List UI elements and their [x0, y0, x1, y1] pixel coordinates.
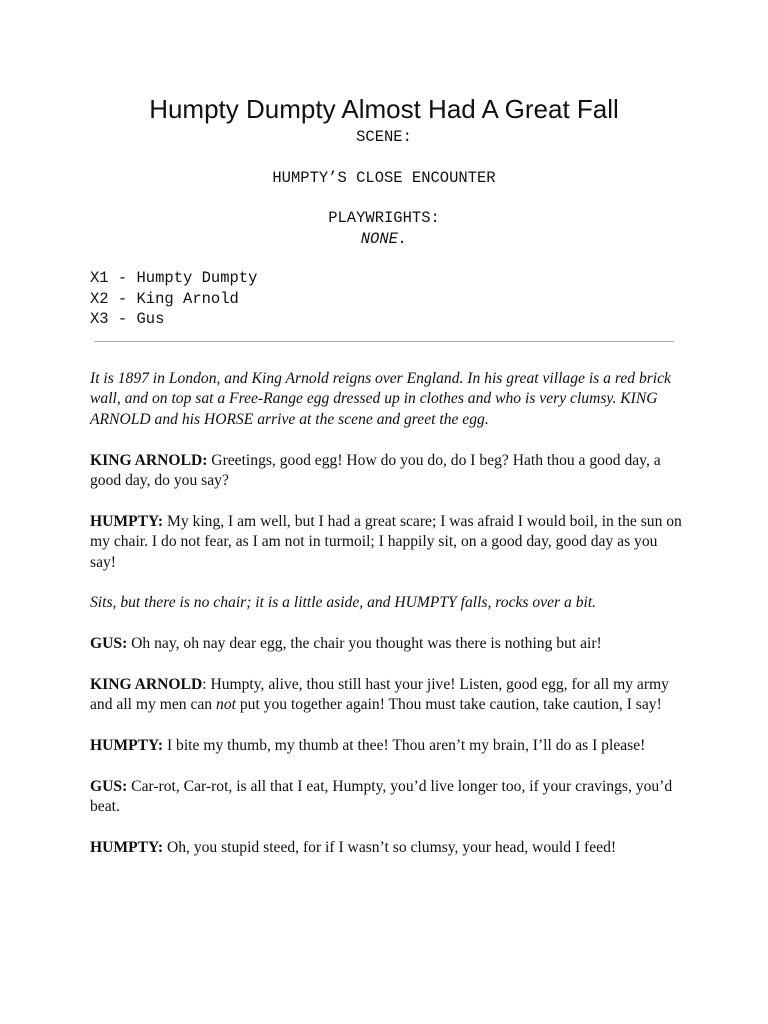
dialogue-text: Oh nay, oh nay dear egg, the chair you thought was there is nothing but air! [127, 635, 602, 653]
scene-label: SCENE: [356, 128, 412, 146]
cast-item: X3 - Gus [90, 310, 165, 328]
dialogue-text: Oh, you stupid steed, for if I wasn’t so clumsy, your head, would I feed! [163, 839, 617, 857]
cast-list [90, 268, 257, 330]
cast-item: X1 - Humpty Dumpty [90, 269, 258, 287]
dialogue-line [90, 451, 682, 492]
dialogue-line [90, 838, 682, 858]
scene-name: HUMPTY’S CLOSE ENCOUNTER [272, 169, 496, 187]
emphasis-text: not [216, 696, 236, 714]
stage-direction: Sits, but there is no chair; it is a little aside, and HUMPTY falls, rocks over a bit. [90, 594, 597, 612]
speaker-name: GUS: [90, 635, 128, 653]
dialogue-text: Greetings, good egg! How do you do, do I beg? Hath thou a good day, a good day, do you say? [90, 451, 661, 490]
speaker-name: HUMPTY: [90, 839, 164, 857]
dialogue-line [90, 675, 682, 716]
speaker-name: HUMPTY: [90, 737, 164, 755]
dialogue-text: Car-rot, Car-rot, is all that I eat, Humpty, you’d live longer too, if your cravings, you’d beat. [90, 778, 673, 816]
dialogue-line [90, 512, 682, 573]
cast-item: X2 - King Arnold [90, 289, 239, 308]
speaker-name: KING ARNOLD: [90, 451, 208, 469]
dialogue-line [90, 736, 682, 756]
play-title: Humpty Dumpty Almost Had A Great Fall [149, 94, 619, 124]
dialogue-text: I bite my thumb, my thumb at thee! Thou aren’t my brain, I’ll do as I please! [163, 737, 646, 755]
stage-direction: It is 1897 in London, and King Arnold reigns over England. In his great village is a red brick wall, and on top sat a Free-Range egg dressed up in clothes and who is very clumsy. KING ARNOLD and his HORSE arrive at the scene and greet the egg. [90, 370, 671, 428]
divider [95, 341, 674, 342]
script-body [90, 369, 682, 879]
playwrights-value: NONE. [360, 229, 408, 248]
playwrights-label: PLAYWRIGHTS: [328, 209, 440, 227]
speaker-colon: : [202, 676, 207, 694]
speaker-name: HUMPTY: [90, 512, 164, 530]
dialogue-line [90, 777, 682, 818]
dialogue-text: put you together again! Thou must take caution, take caution, I say! [235, 696, 662, 714]
speaker-name: GUS: [90, 778, 128, 796]
dialogue-line [90, 634, 682, 654]
dialogue-text: My king, I am well, but I had a great scare; I was afraid I would boil, in the sun on my chair. I do not fear, as I am not in turmoil; I happily sit, on a good day, good day as you say! [90, 512, 682, 571]
speaker-name: KING ARNOLD [90, 676, 203, 694]
dialogue-text: Humpty, alive, thou still hast your jive! Listen, good egg, for all my army and all my men can [90, 676, 669, 714]
